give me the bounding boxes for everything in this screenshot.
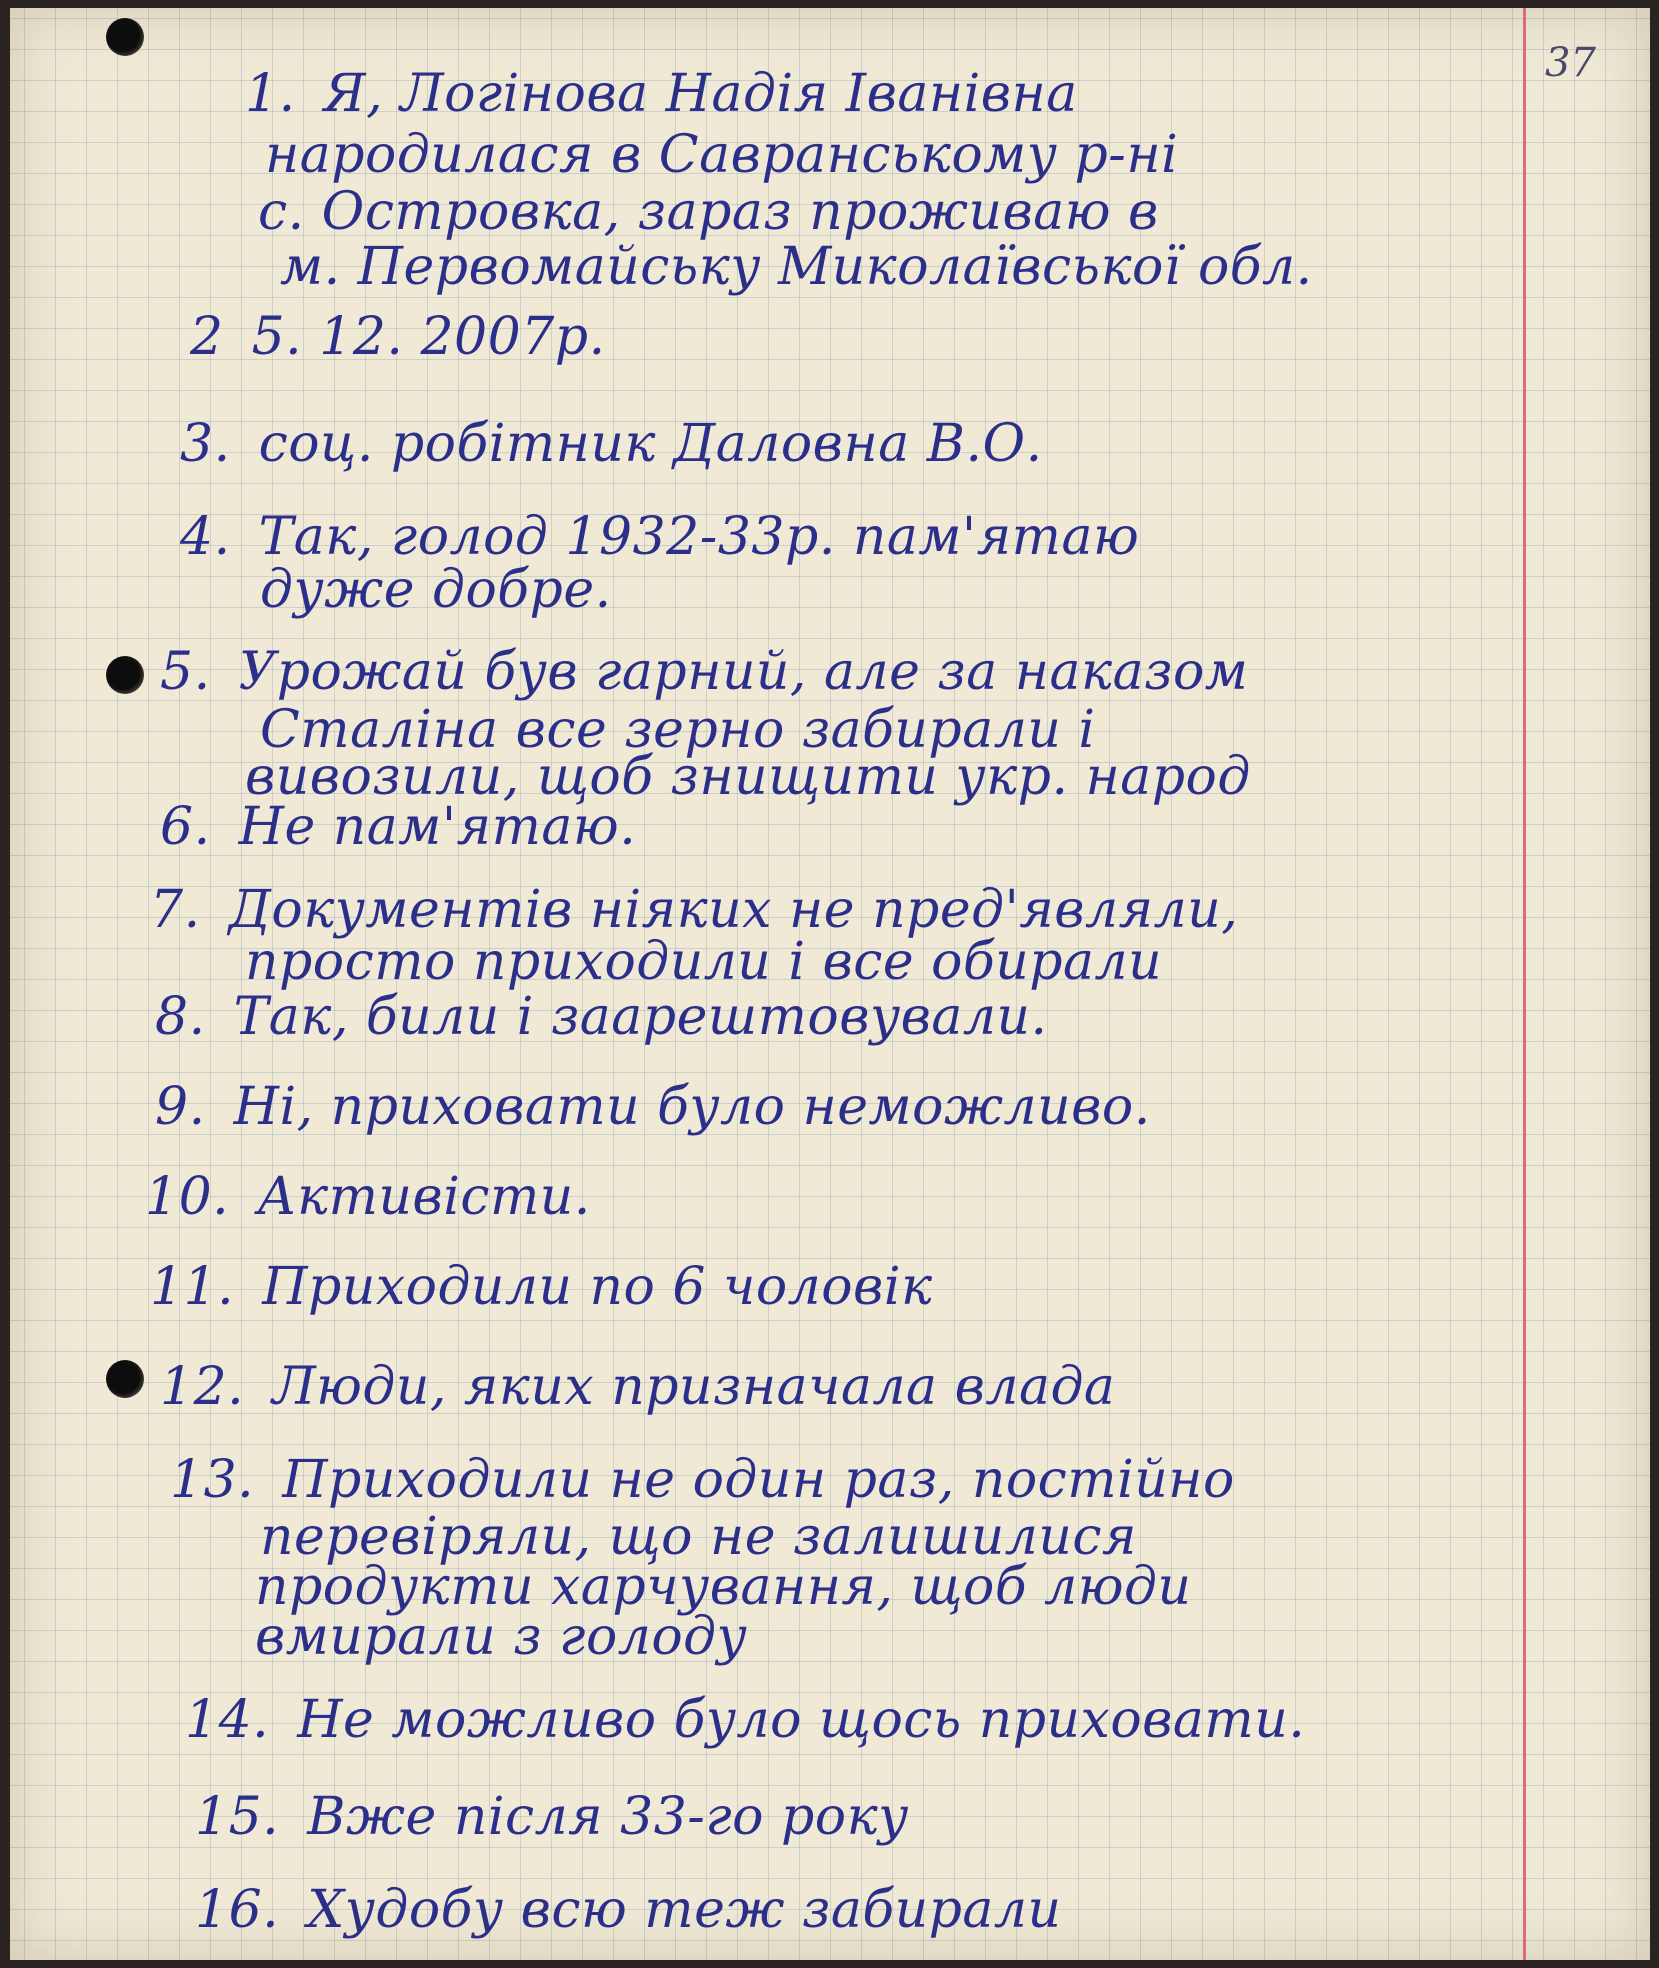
entry-13-line-2: перевіряли, що не залишилися: [260, 1507, 1137, 1567]
entry-line: Ні, приховати було неможливо.: [233, 1077, 1151, 1137]
entry-10: [145, 1167, 591, 1227]
entry-number: 11.: [150, 1257, 235, 1317]
entry-line: соц. робітник Даловна В.О.: [258, 414, 1043, 474]
entry-13-line-3: продукти харчування, щоб люди: [255, 1557, 1192, 1617]
margin-line: [1523, 8, 1526, 1960]
entry-9: [155, 1077, 1151, 1137]
entry-13: [170, 1450, 1235, 1510]
notebook-page: [10, 8, 1650, 1960]
entry-number: 10.: [145, 1167, 230, 1227]
entry-line: Так, голод 1932-33р. пам'ятаю: [258, 507, 1140, 567]
entry-5-line-2: Сталіна все зерно забирали і: [260, 700, 1096, 760]
punch-hole: [106, 656, 144, 694]
entry-line: Урожай був гарний, але за наказом: [238, 642, 1249, 702]
entry-line: Люди, яких призначала влада: [272, 1357, 1116, 1417]
entry-number: 12.: [160, 1357, 245, 1417]
entry-4-line-2: дуже добре.: [260, 560, 612, 620]
entry-number: 1.: [245, 64, 296, 124]
entry-number: 14.: [185, 1690, 270, 1750]
entry-line: Активісти.: [257, 1167, 591, 1227]
entry-3: [180, 414, 1043, 474]
page-number: 37: [1545, 40, 1596, 86]
entry-14: [185, 1690, 1306, 1750]
entry-15: [195, 1787, 909, 1847]
entry-number: 3.: [180, 414, 231, 474]
entry-1-line-3: с. Островка, зараз проживаю в: [258, 182, 1159, 242]
entry-11: [150, 1257, 933, 1317]
entry-line: Приходили не один раз, постійно: [282, 1450, 1235, 1510]
entry-line: Вже після 33-го року: [307, 1787, 909, 1847]
entry-line: Документів ніяких не пред'являли,: [228, 880, 1239, 940]
entry-1: [245, 64, 1078, 124]
entry-line: Худобу всю теж забирали: [307, 1880, 1062, 1940]
entry-line: 5. 12. 2007р.: [251, 307, 606, 367]
entry-number: 9.: [155, 1077, 206, 1137]
punch-hole: [106, 1360, 144, 1398]
entry-1-line-2: народилася в Савранському р-ні: [265, 125, 1179, 185]
entry-6: [160, 797, 637, 857]
entry-1-line-4: м. Первомайську Миколаївської обл.: [280, 237, 1313, 297]
entry-line: Не пам'ятаю.: [238, 797, 637, 857]
entry-number: 8.: [155, 987, 206, 1047]
entry-5: [160, 642, 1249, 702]
entry-number: 2: [190, 307, 224, 367]
entry-7: [150, 880, 1239, 940]
entry-12: [160, 1357, 1116, 1417]
entry-number: 15.: [195, 1787, 280, 1847]
entry-16: [195, 1880, 1062, 1940]
entry-line: Я, Логінова Надія Іванівна: [323, 64, 1078, 124]
entry-line: Не можливо було щось приховати.: [297, 1690, 1306, 1750]
entry-4: [180, 507, 1140, 567]
entry-7-line-2: просто приходили і все обирали: [245, 932, 1163, 992]
entry-number: 13.: [170, 1450, 255, 1510]
entry-13-line-4: вмирали з голоду: [255, 1607, 748, 1667]
entry-line: Приходили по 6 чоловік: [262, 1257, 933, 1317]
punch-hole: [106, 18, 144, 56]
entry-number: 6.: [160, 797, 211, 857]
entry-number: 5.: [160, 642, 211, 702]
entry-number: 7.: [150, 880, 201, 940]
entry-number: 4.: [180, 507, 231, 567]
entry-2: [190, 307, 606, 367]
entry-8: [155, 987, 1048, 1047]
entry-number: 16.: [195, 1880, 280, 1940]
entry-line: Так, били і заарештовували.: [233, 987, 1048, 1047]
entry-5-line-3: вивозили, щоб знищити укр. народ: [245, 747, 1251, 807]
